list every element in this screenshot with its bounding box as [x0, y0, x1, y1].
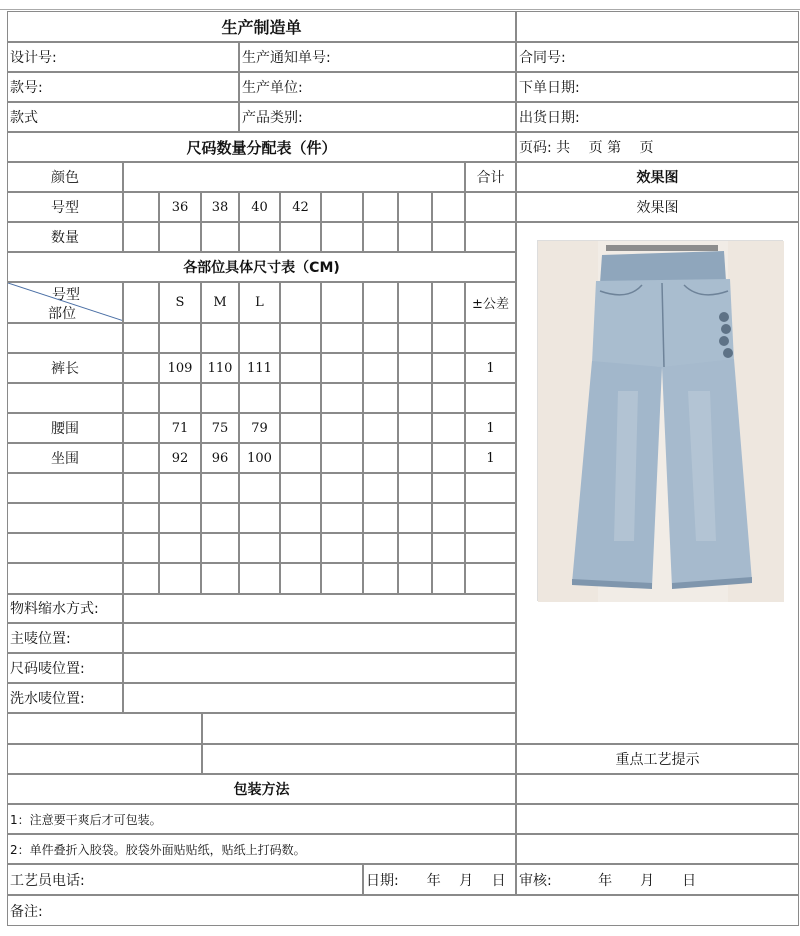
measurement-cell — [363, 563, 398, 595]
measurement-value: 100 — [239, 443, 280, 473]
shrink-method-label: 物料缩水方式: — [7, 593, 123, 623]
measurement-cell — [159, 323, 201, 353]
measurement-cell — [239, 563, 280, 595]
measurement-table-title: 各部位具体尺寸表（CM) — [7, 252, 516, 282]
size-cell: 42 — [280, 192, 321, 222]
measurement-cell — [239, 383, 280, 413]
size-label-position-label: 尺码唛位置: — [7, 653, 123, 683]
measurement-cell — [123, 413, 159, 443]
size-label: 号型 — [7, 192, 123, 222]
measurement-cell — [321, 383, 363, 413]
empty-cell — [7, 744, 202, 774]
measurement-part-cell — [7, 503, 123, 533]
packaging-title: 包装方法 — [7, 774, 516, 804]
size-total-cell — [465, 192, 516, 222]
remarks-label: 备注: — [7, 895, 799, 926]
measurement-cell — [363, 353, 398, 383]
measurement-size-l: L — [239, 282, 280, 323]
measurement-cell — [201, 473, 239, 503]
notice-no-label: 生产通知单号: — [239, 42, 516, 72]
measurement-part-label: 腰围 — [7, 413, 123, 443]
quantity-cell — [321, 222, 363, 252]
measurement-tolerance-cell — [465, 533, 516, 563]
measurement-value: 79 — [239, 413, 280, 443]
measurement-value: 109 — [159, 353, 201, 383]
measurement-cell — [432, 323, 465, 353]
empty-cell — [516, 774, 799, 804]
effect-subtitle: 效果图 — [516, 192, 799, 222]
measurement-tolerance-cell — [465, 563, 516, 595]
measurement-cell — [321, 353, 363, 383]
measurement-cell — [363, 323, 398, 353]
packaging-note-2: 2：单件叠折入胶袋。胶袋外面贴贴纸，贴纸上打码数。 — [7, 834, 516, 864]
main-label-position-value — [123, 623, 516, 653]
design-no-label: 设计号: — [7, 42, 239, 72]
production-unit-label: 生产单位: — [239, 72, 516, 102]
size-cell: 40 — [239, 192, 280, 222]
measurement-part-cell — [7, 323, 123, 353]
measurement-cell — [432, 533, 465, 563]
measurement-cell — [239, 473, 280, 503]
size-cell — [123, 192, 159, 222]
key-process-tip: 重点工艺提示 — [516, 744, 799, 774]
measurement-cell — [123, 443, 159, 473]
measurement-cell — [363, 443, 398, 473]
measurement-value: 110 — [201, 353, 239, 383]
quantity-cell — [363, 222, 398, 252]
measurement-header-cell — [321, 282, 363, 323]
page-number-label: 页码: 共 页 第 页 — [516, 132, 799, 162]
size-label-position-value — [123, 653, 516, 683]
measurement-cell — [363, 503, 398, 533]
measurement-tolerance-value: 1 — [465, 353, 516, 383]
measurement-cell — [398, 533, 432, 563]
empty-cell — [516, 804, 799, 834]
measurement-cell — [201, 383, 239, 413]
review-label: 审核: 年 月 日 — [516, 864, 799, 895]
packaging-note-1: 1：注意要干爽后才可包装。 — [7, 804, 516, 834]
measurement-size-s: S — [159, 282, 201, 323]
measurement-cell — [363, 473, 398, 503]
measurement-cell — [159, 473, 201, 503]
measurement-cell — [123, 503, 159, 533]
measurement-cell — [239, 533, 280, 563]
measurement-cell — [280, 443, 321, 473]
empty-cell — [202, 744, 516, 774]
size-cell: 38 — [201, 192, 239, 222]
measurement-part-label: 坐围 — [7, 443, 123, 473]
measurement-cell — [280, 503, 321, 533]
measurement-tolerance-cell — [465, 503, 516, 533]
measurement-cell — [123, 353, 159, 383]
measurement-cell — [321, 323, 363, 353]
measurement-cell — [398, 323, 432, 353]
measurement-tolerance-cell — [465, 323, 516, 353]
quantity-cell — [432, 222, 465, 252]
quantity-table-title: 尺码数量分配表（件） — [7, 132, 516, 162]
measurement-cell — [432, 443, 465, 473]
tolerance-label: ±公差 — [465, 282, 516, 323]
size-cell — [432, 192, 465, 222]
measurement-cell — [398, 413, 432, 443]
measurement-part-cell — [7, 563, 123, 595]
measurement-part-cell — [7, 473, 123, 503]
measurement-cell — [432, 503, 465, 533]
measurement-cell — [432, 473, 465, 503]
quantity-total-cell — [465, 222, 516, 252]
effect-title: 效果图 — [516, 162, 799, 192]
measurement-part-cell — [7, 533, 123, 563]
measurement-value: 71 — [159, 413, 201, 443]
size-cell — [363, 192, 398, 222]
measurement-cell — [159, 503, 201, 533]
measurement-value: 111 — [239, 353, 280, 383]
empty-cell — [516, 11, 799, 42]
style-no-label: 款号: — [7, 72, 239, 102]
measurement-cell — [280, 563, 321, 595]
date-label: 日期: 年 月 日 — [363, 864, 516, 895]
contract-no-label: 合同号: — [516, 42, 799, 72]
measurement-cell — [321, 503, 363, 533]
previous-row-strip — [0, 0, 800, 10]
main-label-position-label: 主唛位置: — [7, 623, 123, 653]
measurement-cell — [159, 533, 201, 563]
order-date-label: 下单日期: — [516, 72, 799, 102]
measurement-value: 75 — [201, 413, 239, 443]
measurement-cell — [201, 533, 239, 563]
quantity-label: 数量 — [7, 222, 123, 252]
measurement-cell — [280, 353, 321, 383]
measurement-part-label: 裤长 — [7, 353, 123, 383]
measurement-cell — [201, 563, 239, 595]
empty-cell — [516, 834, 799, 864]
measurement-header-cell — [432, 282, 465, 323]
measurement-cell — [398, 353, 432, 383]
quantity-cell — [159, 222, 201, 252]
measurement-tolerance-value: 1 — [465, 443, 516, 473]
ship-date-label: 出货日期: — [516, 102, 799, 132]
measurement-cell — [239, 503, 280, 533]
measurement-part-cell — [7, 383, 123, 413]
empty-cell — [7, 713, 202, 744]
header-part-label: 部位 — [48, 306, 76, 322]
shrink-method-value — [123, 593, 516, 623]
measurement-tolerance-value: 1 — [465, 413, 516, 443]
measurement-cell — [432, 383, 465, 413]
measurement-cell — [398, 473, 432, 503]
wash-label-position-label: 洗水唛位置: — [7, 683, 123, 713]
measurement-cell — [321, 443, 363, 473]
jeans-illustration — [538, 241, 784, 602]
measurement-cell — [432, 353, 465, 383]
measurement-cell — [123, 473, 159, 503]
measurement-cell — [432, 413, 465, 443]
empty-cell — [202, 713, 516, 744]
measurement-cell — [123, 323, 159, 353]
product-category-label: 产品类别: — [239, 102, 516, 132]
quantity-cell — [239, 222, 280, 252]
measurement-header-corner — [7, 282, 123, 323]
measurement-header-cell — [123, 282, 159, 323]
measurement-cell — [398, 503, 432, 533]
measurement-cell — [432, 563, 465, 595]
measurement-cell — [363, 413, 398, 443]
total-label: 合计 — [465, 162, 516, 192]
header-size-label: 号型 — [52, 287, 80, 303]
measurement-cell — [321, 533, 363, 563]
measurement-cell — [280, 323, 321, 353]
color-value-cell — [123, 162, 465, 192]
measurement-size-m: M — [201, 282, 239, 323]
measurement-cell — [363, 533, 398, 563]
measurement-header-cell — [280, 282, 321, 323]
measurement-cell — [239, 323, 280, 353]
measurement-cell — [123, 383, 159, 413]
measurement-cell — [398, 443, 432, 473]
measurement-tolerance-cell — [465, 383, 516, 413]
color-label: 颜色 — [7, 162, 123, 192]
measurement-cell — [280, 473, 321, 503]
measurement-cell — [398, 383, 432, 413]
size-cell: 36 — [159, 192, 201, 222]
measurement-cell — [159, 383, 201, 413]
measurement-value: 96 — [201, 443, 239, 473]
quantity-cell — [123, 222, 159, 252]
measurement-cell — [363, 383, 398, 413]
measurement-cell — [159, 563, 201, 595]
jeans-effect-photo — [537, 240, 783, 601]
measurement-cell — [123, 563, 159, 595]
style-label: 款式 — [7, 102, 239, 132]
measurement-cell — [321, 413, 363, 443]
measurement-cell — [280, 533, 321, 563]
measurement-cell — [398, 563, 432, 595]
measurement-header-cell — [398, 282, 432, 323]
quantity-cell — [280, 222, 321, 252]
measurement-header-cell — [363, 282, 398, 323]
size-cell — [398, 192, 432, 222]
technician-phone-label: 工艺员电话: — [7, 864, 363, 895]
measurement-cell — [321, 563, 363, 595]
quantity-cell — [201, 222, 239, 252]
measurement-cell — [280, 413, 321, 443]
wash-label-position-value — [123, 683, 516, 713]
measurement-value: 92 — [159, 443, 201, 473]
measurement-cell — [123, 533, 159, 563]
quantity-cell — [398, 222, 432, 252]
measurement-cell — [201, 323, 239, 353]
form-title: 生产制造单 — [7, 11, 516, 42]
measurement-cell — [201, 503, 239, 533]
size-cell — [321, 192, 363, 222]
measurement-cell — [280, 383, 321, 413]
measurement-tolerance-cell — [465, 473, 516, 503]
measurement-cell — [321, 473, 363, 503]
